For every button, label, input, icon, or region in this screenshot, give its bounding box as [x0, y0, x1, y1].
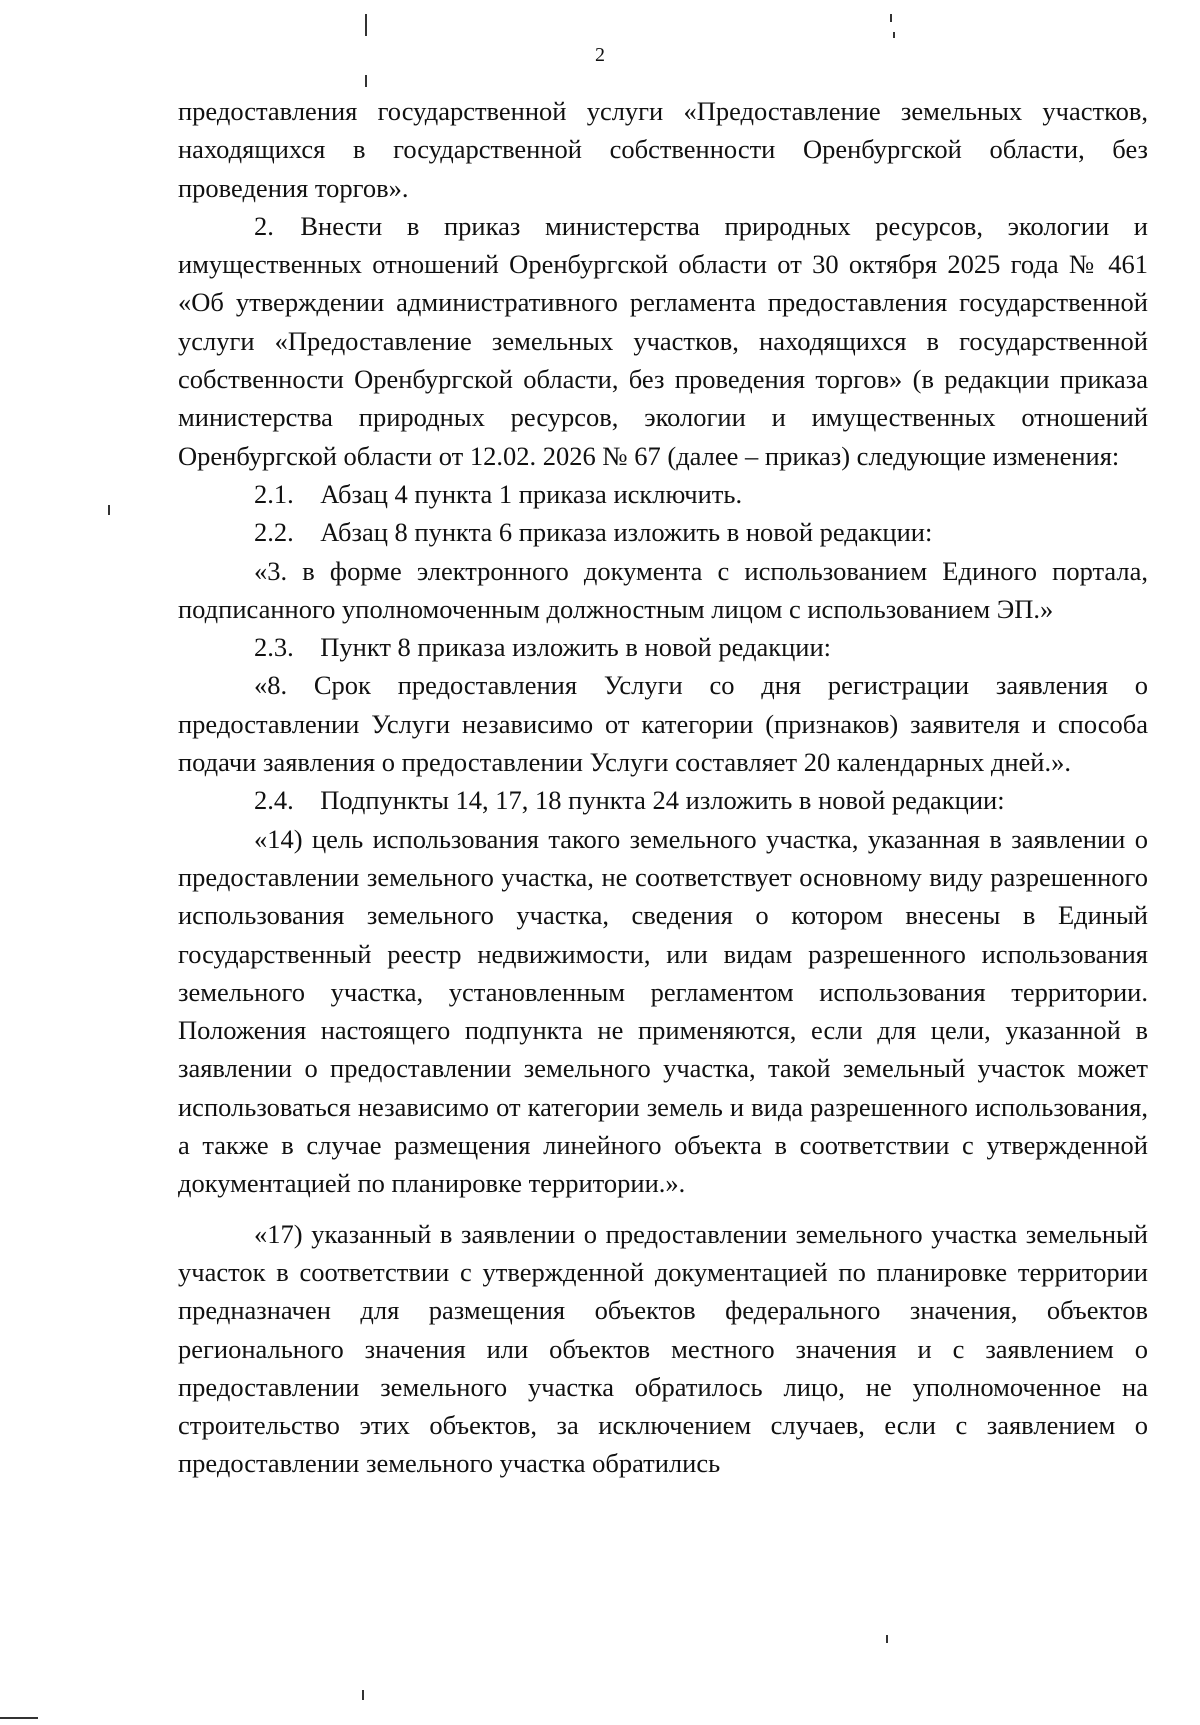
- scan-mark: [886, 1635, 888, 1643]
- scan-mark: [890, 14, 892, 22]
- paragraph-continuation: предоставления государственной услуги «Предоставление земельных участков, находящихся в государственной собственности Оренбургской области, без проведения торгов».: [178, 96, 1148, 203]
- document-body: [178, 92, 1148, 1483]
- paragraph-item-2-2: 2.2. Абзац 8 пункта 6 приказа изложить в новой редакции:: [254, 517, 933, 548]
- paragraph-quote-3: «3. в форме электронного документа с использованием Единого портала, подписанного уполномоченным должностным лицом с использованием ЭП.»: [178, 555, 1148, 624]
- paragraph-item-2: 2. Внести в приказ министерства природных ресурсов, экологии и имущественных отношений Оренбургской области от 30 октября 2025 года № 461 «Об утверждении административного регламента предоставления государственной услуги «Предоставление земельных участков, находящихся в государственной собственности Оренбургской области, без проведения торгов» (в редакции приказа министерства природных ресурсов, экологии и имущественных отношений Оренбургской области от 12.02. 2026 № 67 (далее – приказ) следующие изменения:: [178, 210, 1148, 471]
- scan-mark: [365, 75, 367, 87]
- scan-mark: [893, 32, 895, 38]
- paragraph-item-2-4: 2.4. Подпункты 14, 17, 18 пункта 24 изложить в новой редакции:: [254, 785, 1005, 816]
- paragraph-quote-14: «14) цель использования такого земельного участка, указанная в заявлении о предоставлении земельного участка, не соответствует основному виду разрешенного использования земельного участка, сведения о котором внесены в Единый государственный реестр недвижимости, или видам разрешенного использования земельного участка, установленным регламентом использования территории. Положения настоящего подпункта не применяются, если для цели, указанной в заявлении о предоставлении земельного участка, такой земельный участок может использоваться независимо от категории земель и вида разрешенного использования, а также в случае размещения линейного объекта в соответствии с утвержденной документацией по планировке территории.».: [178, 823, 1148, 1199]
- paragraph-quote-17: «17) указанный в заявлении о предоставлении земельного участка земельный участок в соответствии с утвержденной документацией по планировке территории предназначен для размещения объектов федерального значения, объектов регионального значения или объектов местного значения и с заявлением о предоставлении земельного участка обратилось лицо, не уполномоченное на строительство этих объектов, за исключением случаев, если с заявлением о предоставлении земельного участка обратились: [178, 1218, 1148, 1479]
- paragraph-item-2-3: 2.3. Пункт 8 приказа изложить в новой редакции:: [254, 632, 832, 663]
- scan-mark: [365, 14, 367, 36]
- scan-mark: [362, 1690, 364, 1700]
- page-number: 2: [595, 44, 605, 66]
- paragraph-quote-8: «8. Срок предоставления Услуги со дня регистрации заявления о предоставлении Услуги независимо от категории (признаков) заявителя и способа подачи заявления о предоставлении Услуги составляет 20 календарных дней.».: [178, 670, 1148, 778]
- scan-mark: [108, 505, 110, 515]
- paragraph-item-2-1: 2.1. Абзац 4 пункта 1 приказа исключить.: [254, 478, 743, 509]
- scan-mark: [0, 1717, 38, 1719]
